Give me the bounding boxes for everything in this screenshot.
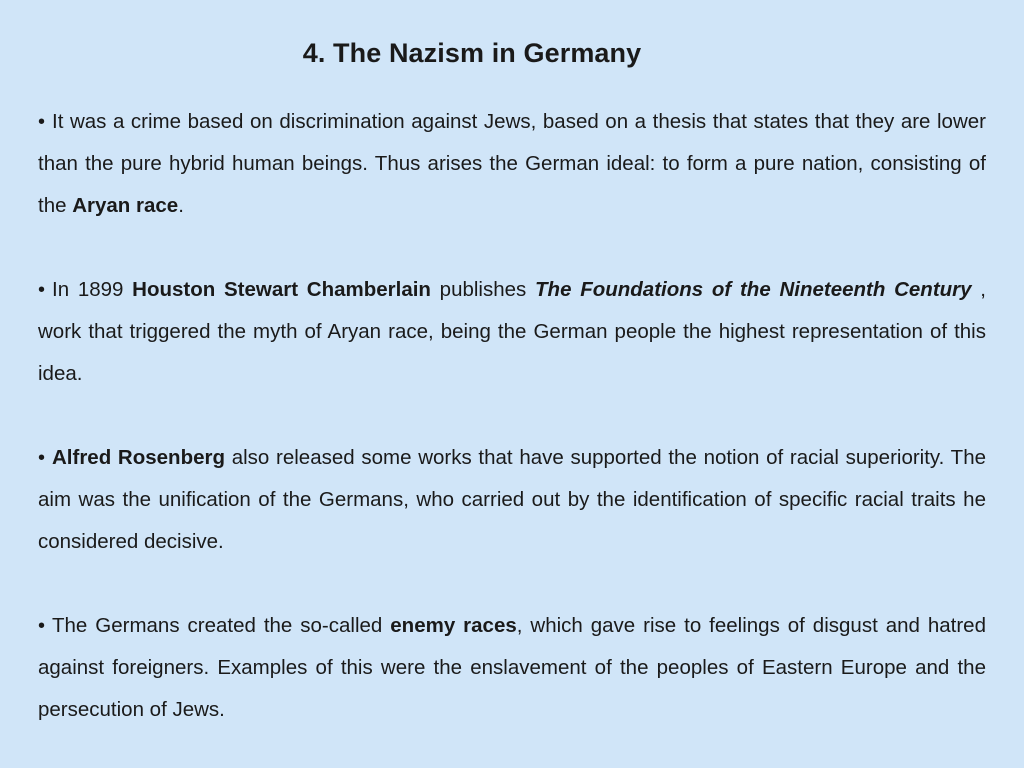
- slide-title: 4. The Nazism in Germany: [302, 38, 642, 68]
- bullet-item-aryan-ideal: [38, 101, 986, 227]
- bullet-dot: •: [38, 279, 46, 301]
- bullet-item-rosenberg: [38, 437, 986, 563]
- bullet-text: , which gave rise to feelings of disgust and hatred against foreigners. Examples of this were the enslavement of the peoples of Eastern Europe and the persecution of Jews.: [38, 614, 986, 721]
- bullet-text: In 1899: [52, 278, 133, 301]
- bullet-text: also released some works that have supported the notion of racial superiority. The aim was the unification of the Germans, who carried out by the identification of specific racial traits he considered decisive.: [38, 446, 987, 553]
- bullet-list: [38, 101, 986, 731]
- bullet-item-enemy-races: [38, 605, 986, 731]
- bullet-dot: •: [38, 447, 46, 469]
- bullet-text: .: [178, 194, 184, 217]
- bullet-dot: •: [38, 111, 46, 133]
- bold-term: Houston Stewart Chamberlain: [132, 278, 431, 301]
- bold-term: enemy races: [390, 614, 517, 637]
- bold-term: Aryan race: [72, 194, 179, 217]
- bullet-text: The Germans created the so-called: [52, 614, 391, 637]
- bullet-text: , work that triggered the myth of Aryan race, being the German people the highest representation of this idea.: [38, 278, 986, 385]
- bullet-item-chamberlain: [38, 269, 986, 395]
- bold-term: Alfred Rosenberg: [52, 446, 226, 469]
- bullet-dot: •: [38, 615, 46, 637]
- bullet-text: publishes: [430, 278, 536, 301]
- book-title: The Foundations of the Nineteenth Century: [535, 278, 972, 301]
- bullet-text: It was a crime based on discrimination against Jews, based on a thesis that states that they are lower than the pure hybrid human beings. Thus arises the German ideal: to form a pure nation, consisting of the: [38, 110, 986, 217]
